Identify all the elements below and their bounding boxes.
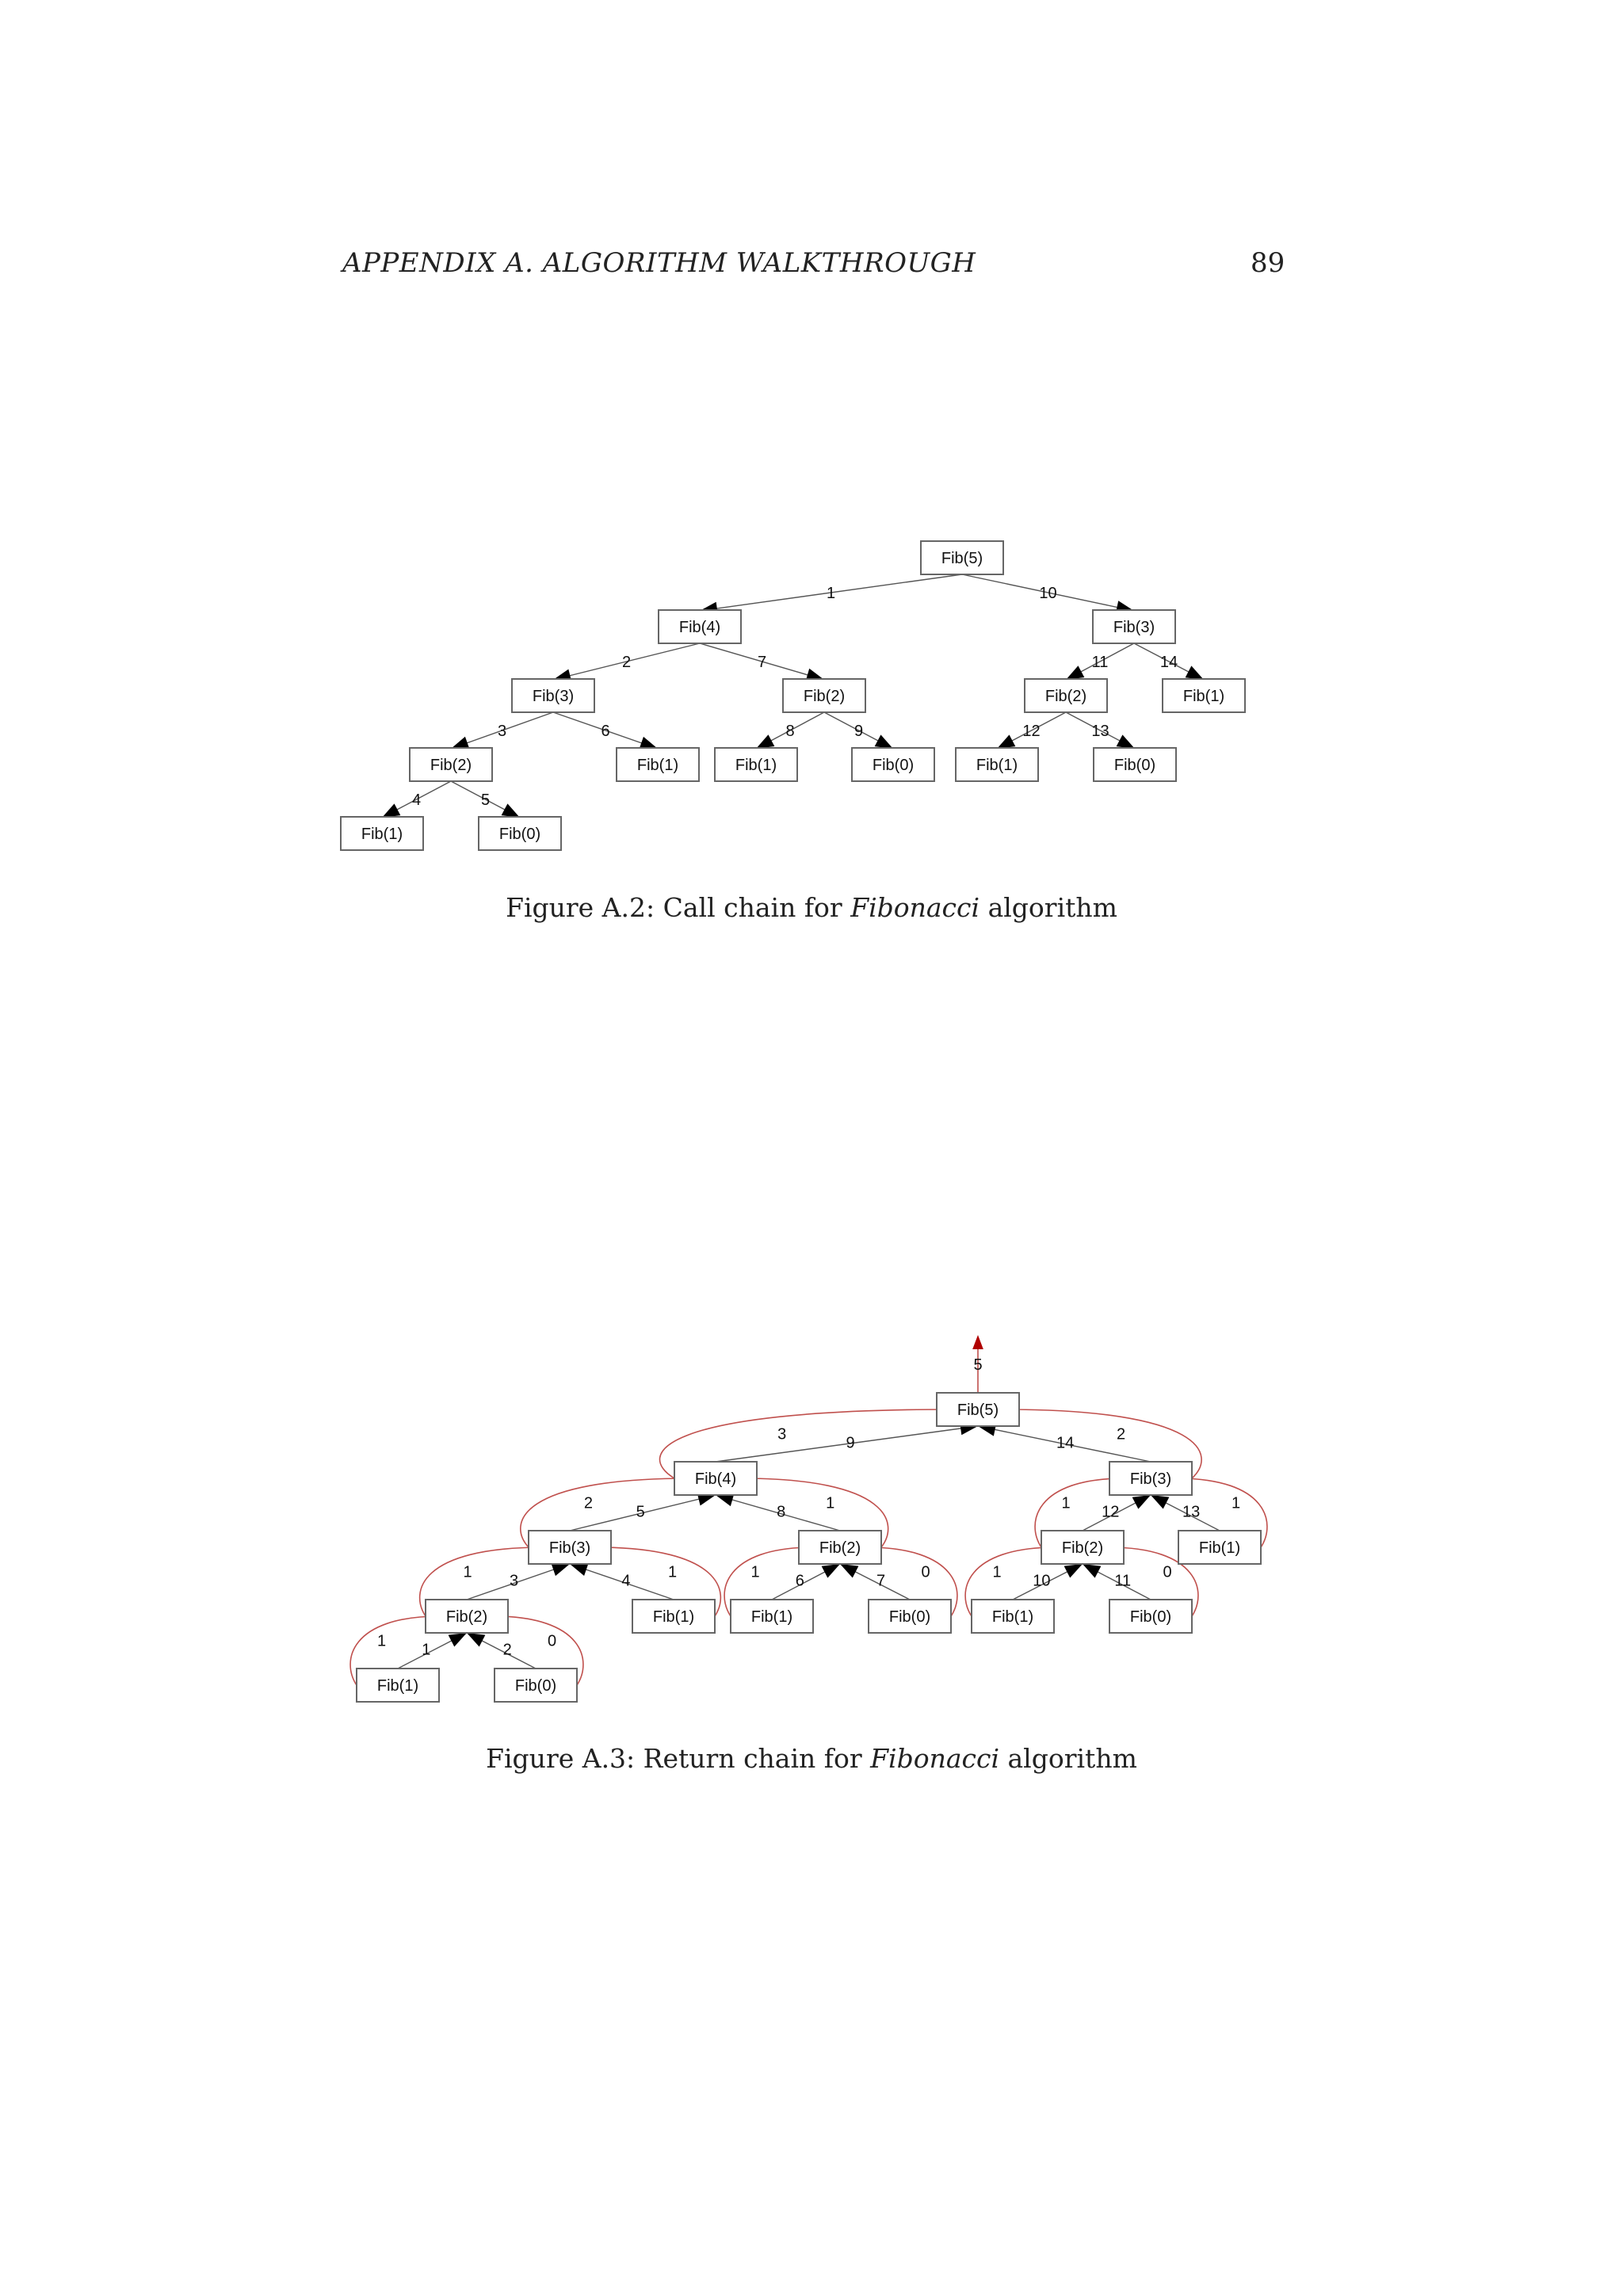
- return-value-label: 1: [1231, 1494, 1241, 1512]
- node-label: Fib(1): [636, 757, 679, 774]
- node-label: Fib(1): [1198, 1539, 1241, 1557]
- node-label: Fib(0): [514, 1677, 557, 1695]
- return-value-label: 2: [1117, 1425, 1126, 1444]
- return-value-label: 3: [777, 1425, 787, 1444]
- return-arrowhead: [449, 1633, 467, 1647]
- figure-a2-caption-suffix: algorithm: [980, 892, 1117, 923]
- return-value-label: 1: [667, 1563, 678, 1581]
- node-label: Fib(1): [750, 1608, 793, 1626]
- call-order-label: 2: [621, 654, 632, 671]
- return-node: [674, 1462, 757, 1495]
- return-node: [1041, 1531, 1124, 1564]
- figure-a2-caption-emph: Fibonacci: [850, 892, 980, 923]
- return-order-label: 7: [876, 1572, 886, 1590]
- node-label: Fib(4): [678, 619, 721, 636]
- node-label: Fib(4): [694, 1470, 737, 1488]
- return-edge: [716, 1493, 840, 1531]
- return-edge: [1151, 1495, 1220, 1531]
- return-order-label: 1: [422, 1641, 431, 1659]
- return-node: [731, 1600, 813, 1633]
- node-label: Fib(0): [888, 1608, 931, 1626]
- return-value-label: 1: [826, 1494, 835, 1512]
- call-order-label: 14: [1159, 654, 1178, 671]
- return-edge: [1013, 1564, 1083, 1600]
- return-arrowhead: [551, 1563, 570, 1576]
- return-value-label: 2: [583, 1494, 594, 1512]
- return-arrowhead: [467, 1633, 485, 1647]
- return-value-label: 1: [992, 1563, 1002, 1581]
- call-order-label: 13: [1091, 723, 1109, 740]
- return-edge: [467, 1633, 536, 1669]
- node-label: Fib(3): [1113, 619, 1155, 636]
- call-order-label: 9: [854, 723, 864, 740]
- node-label: Fib(2): [819, 1539, 861, 1557]
- return-node: [426, 1600, 508, 1633]
- call-order-label: 4: [411, 791, 422, 809]
- node-label: Fib(1): [376, 1677, 419, 1695]
- call-order-label: 6: [601, 723, 610, 740]
- node-label: Fib(0): [1113, 757, 1156, 774]
- return-arrowhead: [570, 1563, 589, 1576]
- node-label: Fib(5): [957, 1402, 999, 1419]
- return-edge: [716, 1422, 978, 1462]
- return-node: [1178, 1531, 1261, 1564]
- node-label: Fib(0): [498, 826, 541, 843]
- call-order-label: 11: [1091, 654, 1109, 671]
- node-label: Fib(2): [803, 688, 846, 705]
- call-order-label: 10: [1039, 585, 1057, 602]
- return-order-label: 9: [846, 1434, 855, 1452]
- node-label: Fib(2): [1061, 1539, 1104, 1557]
- node-label: Fib(1): [976, 757, 1018, 774]
- call-order-label: 8: [785, 723, 795, 740]
- call-order-label: 12: [1022, 723, 1041, 740]
- figure-a3-caption-emph: Fibonacci: [870, 1743, 1000, 1774]
- return-edge: [570, 1563, 674, 1600]
- return-arrowhead: [1083, 1564, 1101, 1578]
- return-arrowhead: [822, 1564, 840, 1578]
- return-order-label: 3: [509, 1572, 519, 1590]
- running-header-title: APPENDIX A. ALGORITHM WALKTHROUGH: [342, 247, 976, 279]
- return-order-label: 10: [1033, 1572, 1051, 1590]
- return-order-label: 12: [1102, 1503, 1120, 1521]
- final-return-label: 5: [973, 1356, 983, 1374]
- return-node: [972, 1600, 1054, 1633]
- return-edge: [467, 1563, 570, 1600]
- page-number: 89: [1251, 247, 1285, 279]
- return-order-label: 2: [502, 1641, 512, 1659]
- node-label: Fib(2): [445, 1608, 488, 1626]
- return-value-label: 1: [1061, 1494, 1071, 1512]
- return-value-label: 1: [376, 1632, 387, 1650]
- node-label: Fib(0): [1129, 1608, 1172, 1626]
- return-value-label: 1: [463, 1563, 472, 1581]
- return-node: [357, 1669, 439, 1702]
- node-label: Fib(1): [735, 757, 777, 774]
- node-label: Fib(1): [1182, 688, 1225, 705]
- return-node: [937, 1393, 1019, 1426]
- node-label: Fib(3): [548, 1539, 591, 1557]
- return-edge: [1083, 1495, 1151, 1531]
- return-value-label: 1: [750, 1563, 760, 1581]
- node-label: Fib(1): [652, 1608, 695, 1626]
- return-edge: [398, 1633, 467, 1669]
- return-order-label: 8: [777, 1503, 786, 1521]
- call-order-label: 3: [497, 723, 507, 740]
- figure-a3-caption-suffix: algorithm: [999, 1743, 1137, 1774]
- return-node: [529, 1531, 611, 1564]
- return-order-label: 6: [795, 1572, 804, 1590]
- call-order-label: 7: [757, 654, 767, 671]
- node-label: Fib(5): [941, 550, 983, 567]
- return-arrowhead: [1064, 1564, 1083, 1577]
- return-node: [799, 1531, 881, 1564]
- return-edge: [1083, 1564, 1151, 1600]
- return-order-label: 5: [636, 1503, 645, 1521]
- figure-a3-caption-prefix: Figure A.3: Return chain for: [486, 1743, 871, 1774]
- return-arrowhead: [1151, 1495, 1169, 1509]
- return-edge: [840, 1564, 910, 1600]
- return-node: [632, 1600, 715, 1633]
- return-arrowhead: [1132, 1495, 1151, 1509]
- node-label: Fib(1): [361, 826, 403, 843]
- node-label: Fib(1): [991, 1608, 1034, 1626]
- return-value-label: 0: [921, 1563, 930, 1581]
- return-order-label: 14: [1056, 1434, 1075, 1452]
- return-order-label: 4: [621, 1572, 631, 1590]
- final-return: [972, 1335, 983, 1393]
- return-arrowhead: [840, 1564, 858, 1577]
- return-value-label: 0: [547, 1632, 557, 1650]
- return-edge: [772, 1564, 840, 1600]
- figure-a2-caption-prefix: Figure A.2: Call chain for: [506, 892, 851, 923]
- return-order-label: 13: [1182, 1503, 1201, 1521]
- node-label: Fib(3): [532, 688, 575, 705]
- node-label: Fib(2): [430, 757, 472, 774]
- return-value-label: 0: [1163, 1563, 1172, 1581]
- node-label: Fib(0): [872, 757, 915, 774]
- return-order-label: 11: [1114, 1572, 1132, 1590]
- final-return-arrowhead: [972, 1335, 983, 1349]
- call-order-label: 5: [480, 791, 491, 809]
- call-order-label: 1: [826, 585, 836, 602]
- return-node: [1109, 1600, 1192, 1633]
- figure-a3-caption: [0, 1743, 1623, 1774]
- return-node: [495, 1669, 577, 1702]
- return-node: [869, 1600, 951, 1633]
- node-label: Fib(3): [1129, 1470, 1172, 1488]
- node-label: Fib(2): [1044, 688, 1087, 705]
- return-node: [1109, 1462, 1192, 1495]
